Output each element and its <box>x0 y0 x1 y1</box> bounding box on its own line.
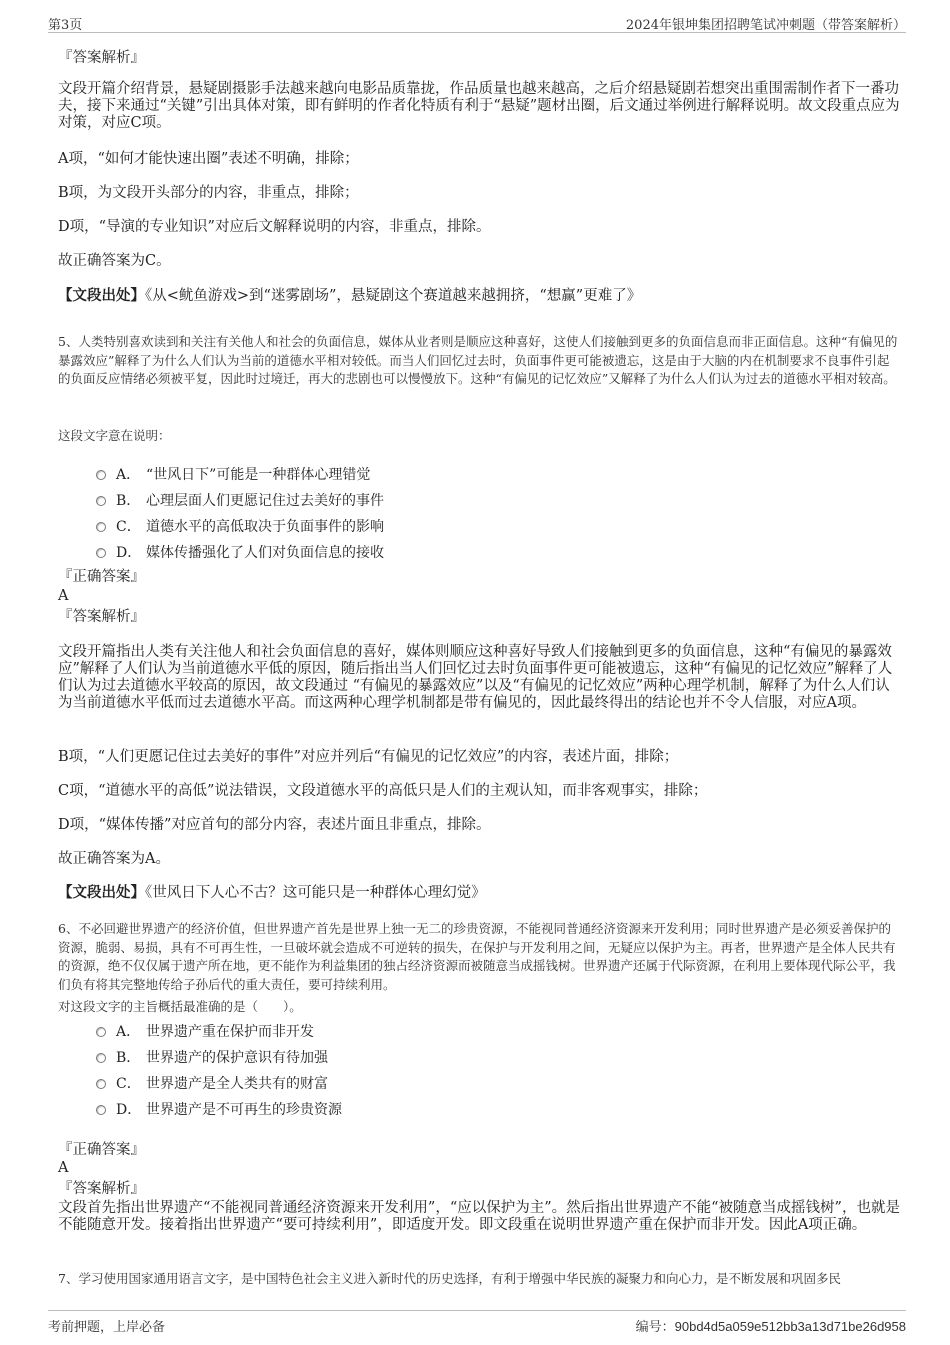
q6-answer: A <box>58 1160 69 1176</box>
q4-explain-label: 『答案解析』 <box>58 50 145 66</box>
q4-source <box>58 287 900 305</box>
document-title: 2024年银坤集团招聘笔试冲刺题（带答案解析） <box>625 18 906 33</box>
q5-explain-label: 『答案解析』 <box>58 609 145 625</box>
q5-option-a[interactable]: A． “世风日下”可能是一种群体心理错觉 <box>96 464 370 484</box>
q5-option-c[interactable]: C． 道德水平的高低取决于负面事件的影响 <box>96 516 384 536</box>
radio-icon[interactable] <box>96 1053 106 1063</box>
radio-icon[interactable] <box>96 548 106 558</box>
q5-line-b: B项，“人们更愿记住过去美好的事件”对应并列后“有偏见的记忆效应”的内容，表述片面，排除； <box>58 749 679 765</box>
q5-stem: 5、人类特别喜欢读到和关注有关他人和社会的负面信息，媒体从业者则是顺应这种喜好，这使人们接触到更多的负面信息而非正面信息。这种“有偏见的暴露效应”解释了为什么人们认为当前的道德水平相对较低。而当人们回忆过去时，负面事件更可能被遗忘，这是由于大脑的内在机制要求不良事件引起的负面反应情绪必须被平复，因此时过境迁，再大的悲剧也可以慢慢放下。这种“有偏见的记忆效应”又解释了为什么人们认为过去的道德水平相对较高。 <box>58 334 898 387</box>
radio-icon[interactable] <box>96 1027 106 1037</box>
q5-source-text: 《世风日下人心不古？这可能只是一种群体心理幻觉》 <box>145 885 486 901</box>
q6-option-a[interactable]: A． 世界遗产重在保护而非开发 <box>96 1021 314 1041</box>
radio-icon[interactable] <box>96 1105 106 1115</box>
page-number: 第3页 <box>48 18 83 33</box>
page-footer <box>48 1310 906 1335</box>
q5-prompt: 这段文字意在说明： <box>58 428 171 443</box>
q6-explain-label: 『答案解析』 <box>58 1181 145 1197</box>
q4-source-text: 《从<鱿鱼游戏>到“迷雾剧场”，悬疑剧这个赛道越来越拥挤，“想赢”更难了》 <box>145 288 642 304</box>
q4-line-a: A项，“如何才能快速出圈”表述不明确，排除； <box>58 151 359 167</box>
q7-stem: 7、学习使用国家通用语言文字，是中国特色社会主义进入新时代的历史选择，有利于增强中华民族的凝聚力和向心力，是不断发展和巩固多民 <box>58 1271 841 1286</box>
q6-explain-text: 文段首先指出世界遗产“不能视同普通经济资源来开发利用”，“应以保护为主”。然后指出世界遗产不能“被随意当成摇钱树”，也就是不能随意开发。接着指出世界遗产“要可持续利用”，即适度开发。即文段重在说明世界遗产重在保护而非开发。因此A项正确。 <box>58 1200 900 1233</box>
q6-option-d[interactable]: D． 世界遗产是不可再生的珍贵资源 <box>96 1099 342 1119</box>
q5-conclusion: 故正确答案为A。 <box>58 851 170 867</box>
radio-icon[interactable] <box>96 522 106 532</box>
q5-answer-label: 『正确答案』 <box>58 569 145 585</box>
radio-icon[interactable] <box>96 470 106 480</box>
q4-source-label: 【文段出处】 <box>58 287 145 304</box>
q5-source-label: 【文段出处】 <box>58 884 145 901</box>
q5-line-d: D项，“媒体传播”对应首句的部分内容，表述片面且非重点，排除。 <box>58 817 491 833</box>
footer-slogan: 考前押题，上岸必备 <box>48 1320 166 1335</box>
page-header <box>48 12 906 33</box>
q4-line-b: B项，为文段开头部分的内容，非重点，排除； <box>58 185 359 201</box>
q5-explain-text: 文段开篇指出人类有关注他人和社会负面信息的喜好，媒体则顺应这种喜好导致人们接触到更多的负面信息，这种“有偏见的暴露效应”解释了人们认为当前道德水平低的原因，随后指出当人们回忆过去时负面事件更可能被遗忘，这种“有偏见的记忆效应”解释了人们认为过去道德水平较高的原因，故文段通过 “有偏见的暴露效应”以及“有偏见的记忆效应”两种心理学机制，解释了为什么人们认为当前道德水平低而过去道德水平高。而这两种心理学机制都是带有偏见的，因此最终得出的结论也并不令人信服，对应A项。 <box>58 644 893 711</box>
q5-option-b[interactable]: B． 心理层面人们更愿记住过去美好的事件 <box>96 490 384 510</box>
q6-option-c[interactable]: C． 世界遗产是全人类共有的财富 <box>96 1073 328 1093</box>
q6-prompt: 对这段文字的主旨概括最准确的是（ ）。 <box>58 999 302 1014</box>
q4-explain-text: 文段开篇介绍背景，悬疑剧摄影手法越来越向电影品质靠拢，作品质量也越来越高，之后介绍悬疑剧若想突出重围需制作者下一番功夫，接下来通过“关键”引出具体对策，即有鲜明的作者化特质有利于“悬疑”题材出圈，后文通过举例进行解释说明。故文段重点应为对策，对应C项。 <box>58 81 900 131</box>
footer-code: 编号：90bd4d5a059e512bb3a13d71be26d958 <box>635 1319 906 1335</box>
q4-conclusion: 故正确答案为C。 <box>58 253 171 269</box>
q5-source <box>58 884 900 902</box>
q4-line-d: D项，“导演的专业知识”对应后文解释说明的内容，非重点，排除。 <box>58 219 491 235</box>
q6-option-b[interactable]: B． 世界遗产的保护意识有待加强 <box>96 1047 328 1067</box>
q5-answer: A <box>58 588 69 604</box>
q6-stem: 6、不必回避世界遗产的经济价值，但世界遗产首先是世界上独一无二的珍贵资源，不能视同普通经济资源来开发利用；同时世界遗产是必须妥善保护的资源，脆弱、易损，具有不可再生性，一旦破坏就会造成不可逆转的损失，在保护与开发利用之间，无疑应以保护为主。再者，世界遗产是全体人民共有的资源，绝不仅仅属于遗产所在地，更不能作为利益集团的独占经济资源而被随意当成摇钱树。世界遗产还属于代际资源，在利用上要体现代际公平，我们负有将其完整地传给子孙后代的重大责任，要可持续利用。 <box>58 921 896 992</box>
radio-icon[interactable] <box>96 1079 106 1089</box>
q6-answer-label: 『正确答案』 <box>58 1142 145 1158</box>
q5-option-d[interactable]: D． 媒体传播强化了人们对负面信息的接收 <box>96 542 384 562</box>
q5-line-c: C项，“道德水平的高低”说法错误，文段道德水平的高低只是人们的主观认知，而非客观事实，排除； <box>58 783 708 799</box>
radio-icon[interactable] <box>96 496 106 506</box>
